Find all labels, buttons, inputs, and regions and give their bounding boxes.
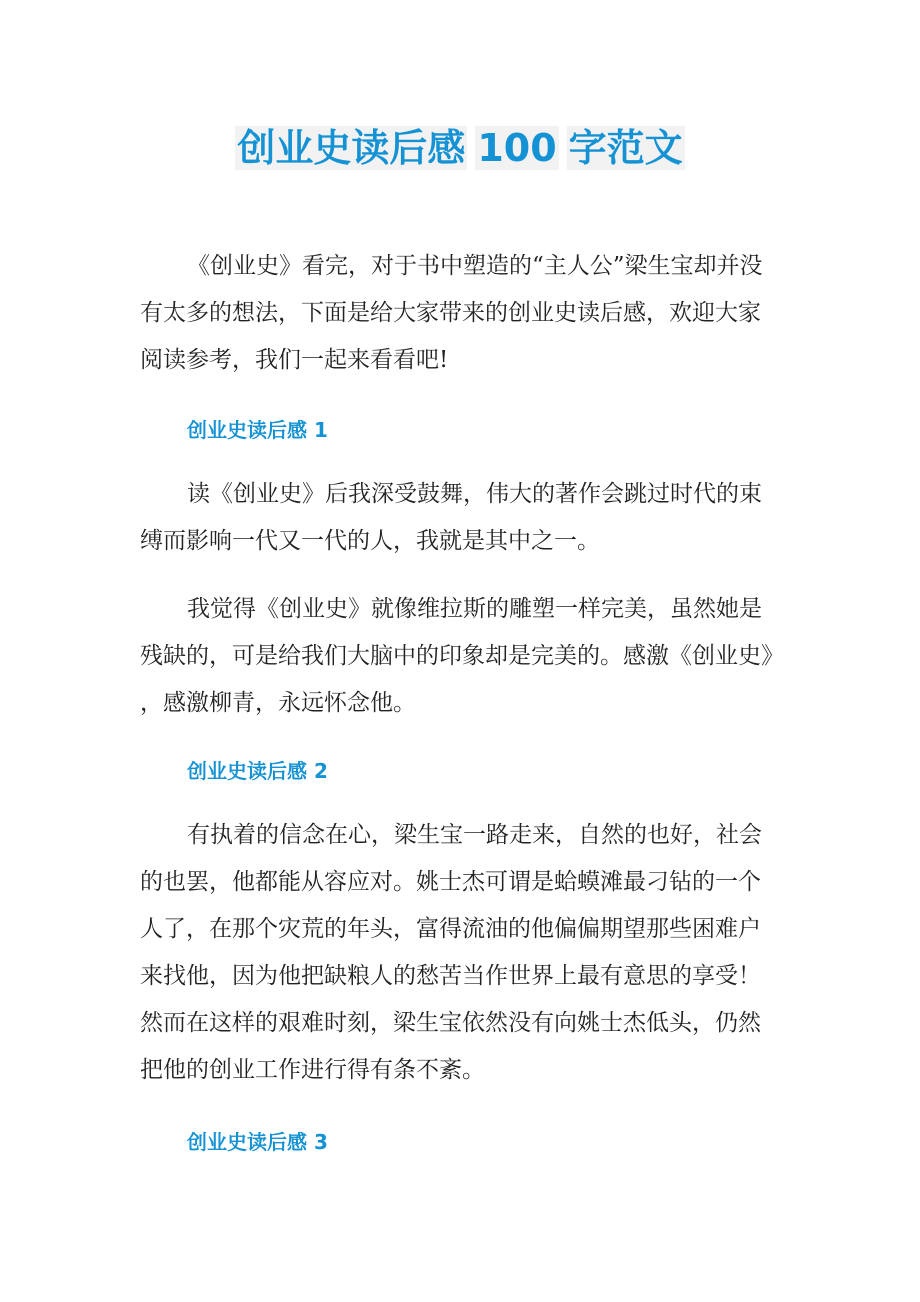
text-line: 我觉得《创业史》就像维拉斯的雕塑一样完美，虽然她是 (187, 596, 762, 622)
text-line: 的也罢，他都能从容应对。姚士杰可谓是蛤蟆滩最刁钻的一个 (140, 869, 761, 895)
document-title (0, 122, 920, 174)
text-line: 阅读参考，我们一起来看看吧! (140, 347, 449, 373)
text-line: 残缺的，可是给我们大脑中的印象却是完美的。感激《创业史》 (140, 643, 784, 669)
title-part: 字范文 (568, 126, 683, 170)
section-heading-2: 创业史读后感 2 (187, 759, 328, 783)
section-heading-3: 创业史读后感 3 (187, 1130, 328, 1154)
text-line: 然而在这样的艰难时刻，梁生宝依然没有向姚士杰低头，仍然 (140, 1010, 761, 1036)
title-part: 创业史读后感 (237, 126, 466, 170)
section-1-paragraph-1 (140, 471, 770, 565)
text-line: 有太多的想法，下面是给大家带来的创业史读后感，欢迎大家 (140, 300, 761, 326)
text-line: 有执着的信念在心，梁生宝一路走来，自然的也好，社会 (187, 822, 762, 848)
text-line: 来找他，因为他把缺粮人的愁苦当作世界上最有意思的享受！ (140, 963, 761, 989)
text-line: 《创业史》看完，对于书中塑造的“主人公”梁生宝却并没 (187, 253, 763, 279)
text-line: ，感激柳青，永远怀念他。 (140, 690, 416, 716)
title-part: 100 (477, 126, 557, 170)
text-line: 人了，在那个灾荒的年头，富得流油的他偏偏期望那些困难户 (140, 916, 761, 942)
text-line: 把他的创业工作进行得有条不紊。 (140, 1057, 485, 1083)
section-heading-1: 创业史读后感 1 (187, 418, 328, 442)
text-line: 读《创业史》后我深受鼓舞，伟大的著作会跳过时代的束 (187, 481, 762, 507)
intro-paragraph (140, 243, 770, 384)
section-1-paragraph-2 (140, 586, 784, 727)
text-line: 缚而影响一代又一代的人，我就是其中之一。 (140, 528, 600, 554)
section-2-paragraph-1 (140, 812, 770, 1094)
